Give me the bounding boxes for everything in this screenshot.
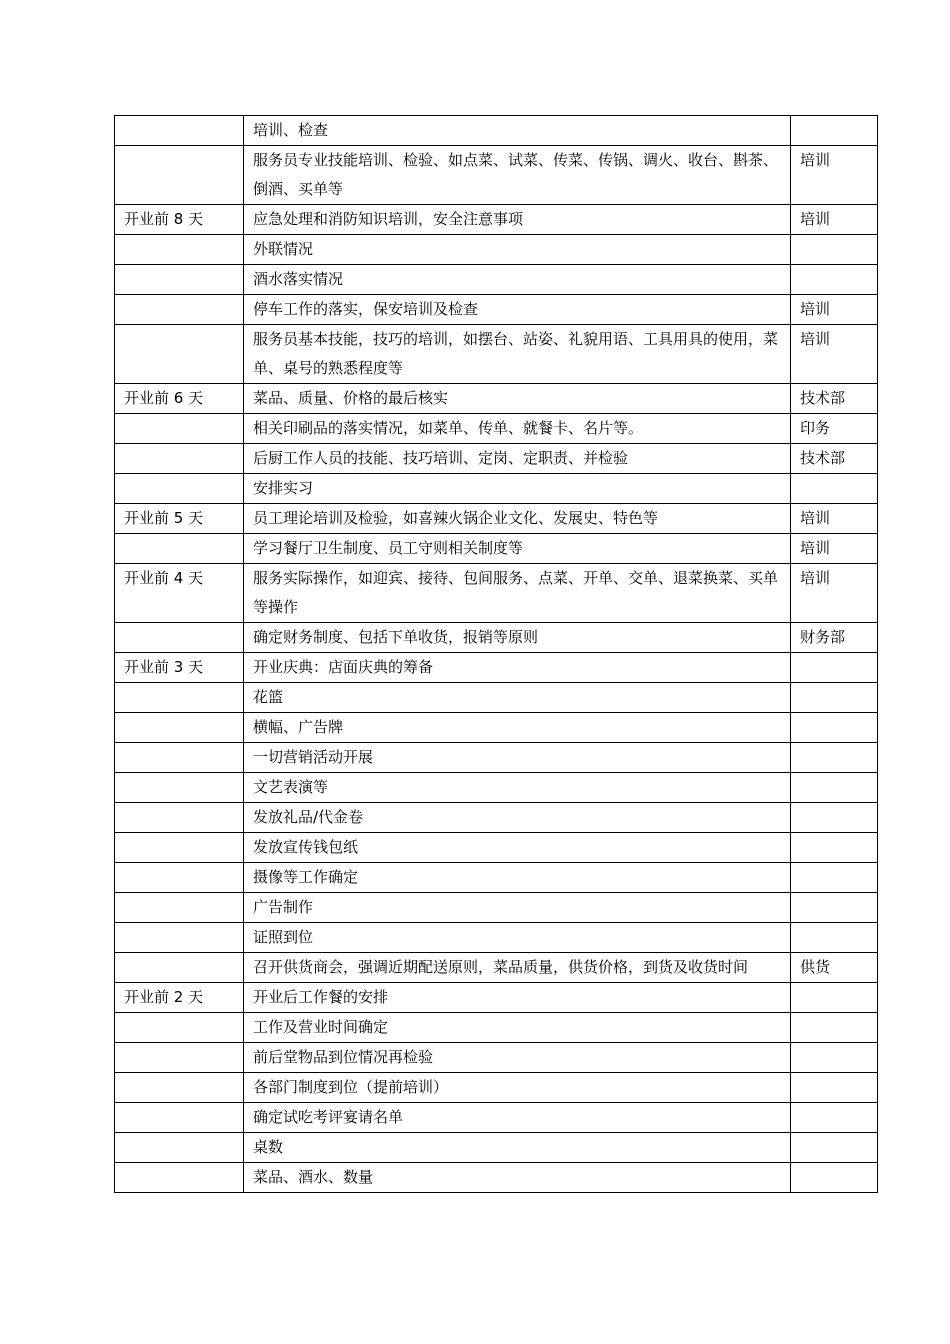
task-cell: 工作及营业时间确定 (244, 1013, 791, 1043)
table-row (115, 295, 878, 325)
department-cell (791, 1103, 878, 1133)
department-cell: 财务部 (791, 623, 878, 653)
table-row (115, 1073, 878, 1103)
day-cell (115, 146, 244, 205)
department-cell (791, 743, 878, 773)
table-row (115, 146, 878, 205)
task-cell: 应急处理和消防知识培训，安全注意事项 (244, 205, 791, 235)
day-cell (115, 265, 244, 295)
table-row (115, 325, 878, 384)
table-row (115, 803, 878, 833)
task-cell: 召开供货商会，强调近期配送原则，菜品质量，供货价格，到货及收货时间 (244, 953, 791, 983)
department-cell: 培训 (791, 534, 878, 564)
day-cell (115, 1163, 244, 1193)
department-cell (791, 474, 878, 504)
table-row (115, 235, 878, 265)
schedule-body (115, 116, 878, 1193)
department-cell (791, 833, 878, 863)
day-cell (115, 863, 244, 893)
task-cell: 安排实习 (244, 474, 791, 504)
table-row (115, 414, 878, 444)
department-cell (791, 1013, 878, 1043)
table-row (115, 474, 878, 504)
department-cell (791, 653, 878, 683)
task-cell: 确定财务制度、包括下单收货，报销等原则 (244, 623, 791, 653)
table-row (115, 1103, 878, 1133)
day-cell: 开业前 5 天 (115, 504, 244, 534)
day-cell (115, 116, 244, 146)
department-cell (791, 983, 878, 1013)
table-row (115, 1133, 878, 1163)
department-cell: 印务 (791, 414, 878, 444)
task-cell: 停车工作的落实，保安培训及检查 (244, 295, 791, 325)
day-cell (115, 295, 244, 325)
day-cell (115, 1013, 244, 1043)
table-row (115, 504, 878, 534)
day-cell (115, 325, 244, 384)
task-cell: 发放礼品/代金卷 (244, 803, 791, 833)
task-cell: 一切营销活动开展 (244, 743, 791, 773)
table-row (115, 534, 878, 564)
table-row (115, 743, 878, 773)
department-cell: 培训 (791, 295, 878, 325)
task-cell: 花篮 (244, 683, 791, 713)
table-row (115, 623, 878, 653)
task-cell: 开业后工作餐的安排 (244, 983, 791, 1013)
day-cell (115, 893, 244, 923)
day-cell (115, 833, 244, 863)
day-cell (115, 444, 244, 474)
department-cell: 培训 (791, 325, 878, 384)
task-cell: 学习餐厅卫生制度、员工守则相关制度等 (244, 534, 791, 564)
table-row (115, 1163, 878, 1193)
table-row (115, 893, 878, 923)
table-row (115, 773, 878, 803)
task-cell: 相关印刷品的落实情况，如菜单、传单、就餐卡、名片等。 (244, 414, 791, 444)
department-cell: 供货 (791, 953, 878, 983)
task-cell: 服务员基本技能，技巧的培训，如摆台、站姿、礼貌用语、工具用具的使用，菜单、桌号的熟悉程度等 (244, 325, 791, 384)
department-cell (791, 235, 878, 265)
task-cell: 确定试吃考评宴请名单 (244, 1103, 791, 1133)
day-cell (115, 1043, 244, 1073)
table-row (115, 833, 878, 863)
day-cell (115, 953, 244, 983)
day-cell: 开业前 2 天 (115, 983, 244, 1013)
department-cell: 培训 (791, 564, 878, 623)
day-cell (115, 235, 244, 265)
table-row (115, 384, 878, 414)
table-row (115, 1043, 878, 1073)
task-cell: 各部门制度到位（提前培训） (244, 1073, 791, 1103)
department-cell (791, 1043, 878, 1073)
task-cell: 服务实际操作，如迎宾、接待、包间服务、点菜、开单、交单、退菜换菜、买单等操作 (244, 564, 791, 623)
day-cell (115, 414, 244, 444)
task-cell: 菜品、酒水、数量 (244, 1163, 791, 1193)
task-cell: 前后堂物品到位情况再检验 (244, 1043, 791, 1073)
department-cell (791, 1133, 878, 1163)
table-row (115, 923, 878, 953)
department-cell (791, 893, 878, 923)
department-cell (791, 863, 878, 893)
table-row (115, 116, 878, 146)
task-cell: 外联情况 (244, 235, 791, 265)
table-row (115, 713, 878, 743)
day-cell (115, 474, 244, 504)
department-cell (791, 923, 878, 953)
day-cell (115, 743, 244, 773)
department-cell (791, 683, 878, 713)
department-cell (791, 803, 878, 833)
task-cell: 文艺表演等 (244, 773, 791, 803)
task-cell: 酒水落实情况 (244, 265, 791, 295)
table-row (115, 683, 878, 713)
department-cell (791, 265, 878, 295)
day-cell: 开业前 8 天 (115, 205, 244, 235)
day-cell (115, 773, 244, 803)
table-row (115, 863, 878, 893)
day-cell: 开业前 3 天 (115, 653, 244, 683)
table-row (115, 1013, 878, 1043)
department-cell: 技术部 (791, 444, 878, 474)
task-cell: 桌数 (244, 1133, 791, 1163)
day-cell (115, 803, 244, 833)
task-cell: 服务员专业技能培训、检验、如点菜、试菜、传菜、传锅、调火、收台、斟茶、倒酒、买单等 (244, 146, 791, 205)
task-cell: 发放宣传钱包纸 (244, 833, 791, 863)
day-cell (115, 713, 244, 743)
table-row (115, 653, 878, 683)
table-row (115, 983, 878, 1013)
department-cell (791, 713, 878, 743)
day-cell (115, 683, 244, 713)
table-row (115, 953, 878, 983)
task-cell: 菜品、质量、价格的最后核实 (244, 384, 791, 414)
task-cell: 摄像等工作确定 (244, 863, 791, 893)
task-cell: 后厨工作人员的技能、技巧培训、定岗、定职责、并检验 (244, 444, 791, 474)
department-cell: 培训 (791, 146, 878, 205)
day-cell (115, 623, 244, 653)
department-cell (791, 773, 878, 803)
department-cell (791, 1073, 878, 1103)
day-cell (115, 1103, 244, 1133)
department-cell: 培训 (791, 205, 878, 235)
table-row (115, 444, 878, 474)
task-cell: 广告制作 (244, 893, 791, 923)
table-row (115, 265, 878, 295)
task-cell: 员工理论培训及检验，如喜辣火锅企业文化、发展史、特色等 (244, 504, 791, 534)
department-cell (791, 116, 878, 146)
day-cell: 开业前 4 天 (115, 564, 244, 623)
day-cell (115, 1133, 244, 1163)
task-cell: 证照到位 (244, 923, 791, 953)
department-cell: 培训 (791, 504, 878, 534)
day-cell (115, 534, 244, 564)
day-cell (115, 1073, 244, 1103)
table-row (115, 564, 878, 623)
table-row (115, 205, 878, 235)
day-cell: 开业前 6 天 (115, 384, 244, 414)
day-cell (115, 923, 244, 953)
department-cell (791, 1163, 878, 1193)
department-cell: 技术部 (791, 384, 878, 414)
task-cell: 培训、检查 (244, 116, 791, 146)
task-cell: 开业庆典：店面庆典的筹备 (244, 653, 791, 683)
opening-schedule-table (114, 115, 878, 1193)
task-cell: 横幅、广告牌 (244, 713, 791, 743)
